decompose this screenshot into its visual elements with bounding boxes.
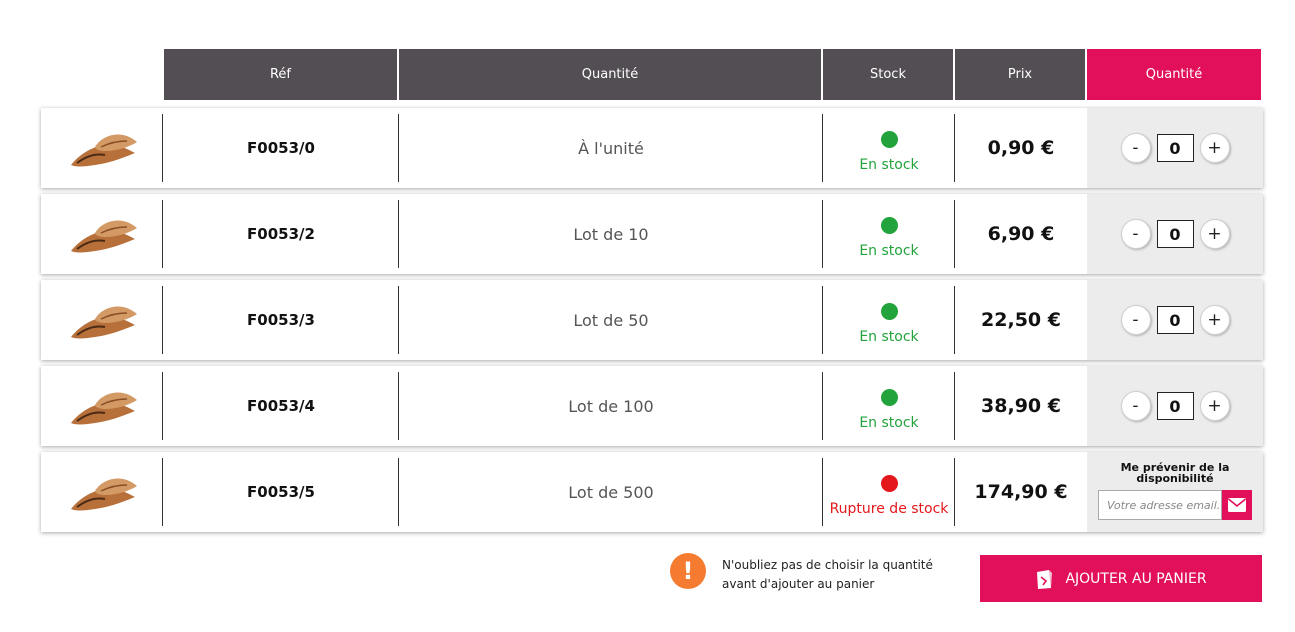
in-stock-dot-icon	[881, 303, 898, 320]
quantity-stepper	[1121, 133, 1230, 163]
quantity-input[interactable]: 0	[1157, 392, 1194, 420]
header-ref: Réf	[164, 49, 399, 100]
increment-button[interactable]: +	[1200, 305, 1230, 335]
in-stock-dot-icon	[881, 131, 898, 148]
quantite-cell: Lot de 10	[399, 194, 823, 274]
increment-button[interactable]: +	[1200, 133, 1230, 163]
decrement-button[interactable]: -	[1121, 219, 1151, 249]
out-of-stock-dot-icon	[881, 475, 898, 492]
stock-status: Rupture de stock	[829, 501, 949, 517]
quantity-cell	[1087, 280, 1263, 360]
product-thumbnail	[41, 452, 163, 532]
ref-cell: F0053/5	[163, 452, 399, 532]
product-thumbnail	[41, 194, 163, 274]
product-thumbnail	[41, 108, 163, 188]
price-cell: 0,90 €	[987, 137, 1055, 159]
notify-submit-button[interactable]	[1222, 490, 1252, 520]
quantity-cell	[1087, 194, 1263, 274]
notify-cell	[1087, 452, 1263, 532]
table-row	[41, 366, 1263, 446]
stock-cell	[823, 194, 955, 274]
product-thumbnail	[41, 366, 163, 446]
header-quantite: Quantité	[399, 49, 823, 100]
ref-cell: F0053/4	[163, 366, 399, 446]
table-row	[41, 452, 1263, 532]
decrement-button[interactable]: -	[1121, 391, 1151, 421]
stock-status: En stock	[859, 415, 919, 431]
price-cell: 6,90 €	[987, 223, 1055, 245]
product-thumbnail	[41, 280, 163, 360]
stock-status: En stock	[859, 329, 919, 345]
header-stock: Stock	[823, 49, 955, 100]
increment-button[interactable]: +	[1200, 219, 1230, 249]
ref-cell: F0053/0	[163, 108, 399, 188]
shopping-bag-icon	[1035, 568, 1053, 590]
add-to-cart-button[interactable]	[980, 555, 1262, 602]
product-image	[65, 125, 139, 171]
warning-line-1: N'oubliez pas de choisir la quantité	[722, 558, 933, 572]
stock-cell	[823, 452, 955, 532]
warning-icon: !	[670, 553, 706, 589]
price-cell: 174,90 €	[974, 481, 1068, 503]
quantite-cell: Lot de 500	[399, 452, 823, 532]
stock-cell	[823, 280, 955, 360]
in-stock-dot-icon	[881, 217, 898, 234]
ref-cell: F0053/3	[163, 280, 399, 360]
notify-form	[1098, 490, 1252, 520]
quantity-cell	[1087, 366, 1263, 446]
product-image	[65, 211, 139, 257]
stock-cell	[823, 108, 955, 188]
quantity-cell	[1087, 108, 1263, 188]
quantite-cell: Lot de 50	[399, 280, 823, 360]
quantite-cell: Lot de 100	[399, 366, 823, 446]
decrement-button[interactable]: -	[1121, 133, 1151, 163]
header-prix: Prix	[955, 49, 1087, 100]
table-row	[41, 280, 1263, 360]
email-input[interactable]	[1098, 490, 1222, 520]
add-to-cart-label: AJOUTER AU PANIER	[1065, 570, 1207, 587]
notify-title: Me prévenir de la disponibilité	[1120, 461, 1230, 485]
quantity-stepper	[1121, 305, 1230, 335]
increment-button[interactable]: +	[1200, 391, 1230, 421]
envelope-icon	[1228, 498, 1246, 512]
price-cell: 38,90 €	[981, 395, 1061, 417]
quantity-input[interactable]: 0	[1157, 306, 1194, 334]
quantite-cell: À l'unité	[399, 108, 823, 188]
product-image	[65, 469, 139, 515]
quantity-input[interactable]: 0	[1157, 134, 1194, 162]
stock-cell	[823, 366, 955, 446]
quantity-input[interactable]: 0	[1157, 220, 1194, 248]
warning-message	[722, 556, 962, 594]
table-row	[41, 108, 1263, 188]
ref-cell: F0053/2	[163, 194, 399, 274]
quantity-stepper	[1121, 219, 1230, 249]
price-cell: 22,50 €	[981, 309, 1061, 331]
stock-status: En stock	[859, 243, 919, 259]
product-image	[65, 297, 139, 343]
in-stock-dot-icon	[881, 389, 898, 406]
decrement-button[interactable]: -	[1121, 305, 1151, 335]
quantity-stepper	[1121, 391, 1230, 421]
table-header	[164, 49, 1261, 100]
table-row	[41, 194, 1263, 274]
header-quantite-action: Quantité	[1087, 49, 1261, 100]
warning-line-2: avant d'ajouter au panier	[722, 577, 875, 591]
stock-status: En stock	[859, 157, 919, 173]
product-image	[65, 383, 139, 429]
